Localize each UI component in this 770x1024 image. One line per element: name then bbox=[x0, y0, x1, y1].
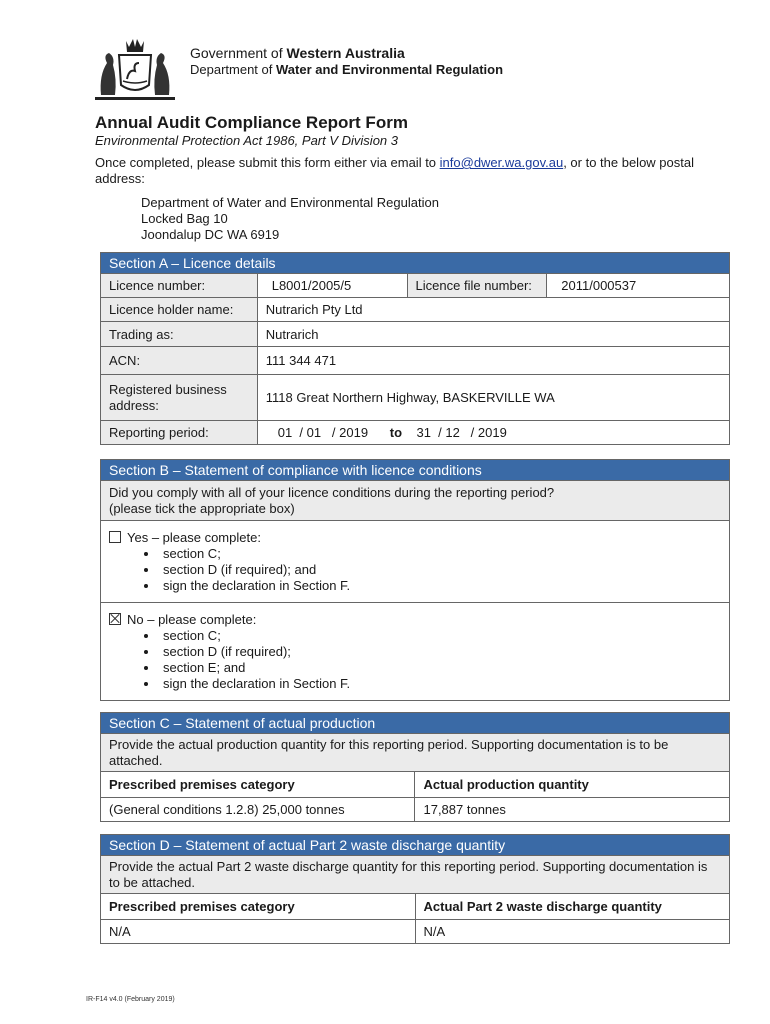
section-b-compliance bbox=[100, 459, 730, 701]
section-d-description: Provide the actual Part 2 waste discharge quantity for this reporting period. Supporting documentation is to be attached. bbox=[101, 856, 730, 894]
form-version-footer: IR-F14 v4.0 (February 2019) bbox=[86, 996, 175, 1003]
compliance-question: Did you comply with all of your licence conditions during the reporting period? (please tick the appropriate box) bbox=[101, 481, 730, 521]
yes-checkbox[interactable] bbox=[109, 531, 121, 543]
form-title: Annual Audit Compliance Report Form bbox=[95, 113, 408, 132]
form-subtitle: Environmental Protection Act 1986, Part V Division 3 bbox=[95, 133, 398, 148]
production-quantity-header: Actual production quantity bbox=[415, 772, 730, 798]
licence-file-number-label: Licence file number: bbox=[407, 274, 547, 298]
licence-holder-field[interactable]: Nutrarich Pty Ltd bbox=[257, 298, 729, 322]
submission-instructions: Once completed, please submit this form either via email to info@dwer.wa.gov.au, or to the below postal address: bbox=[95, 155, 694, 186]
no-option[interactable]: No – please complete: • section C; • section D (if required); • section E; and • sign the declaration in Section F. bbox=[101, 603, 730, 701]
government-name: Government of Western Australia bbox=[190, 45, 405, 61]
email-link[interactable]: info@dwer.wa.gov.au bbox=[439, 155, 564, 170]
acn-field[interactable]: 111 344 471 bbox=[257, 347, 729, 375]
section-d-header: Section D – Statement of actual Part 2 waste discharge quantity bbox=[101, 835, 730, 856]
premises-category-header: Prescribed premises category bbox=[101, 772, 415, 798]
department-name: Department of Water and Environmental Regulation bbox=[190, 62, 504, 77]
licence-holder-label: Licence holder name: bbox=[101, 298, 258, 322]
no-checkbox-checked[interactable] bbox=[109, 613, 121, 625]
section-a-header: Section A – Licence details bbox=[101, 253, 730, 274]
business-address-field[interactable]: 1118 Great Northern Highway, BASKERVILLE WA bbox=[257, 375, 729, 421]
trading-as-label: Trading as: bbox=[101, 322, 258, 347]
section-d-waste-discharge bbox=[100, 834, 730, 944]
reporting-period-field[interactable]: 01 / 01 / 2019 to 31 / 12 / 2019 bbox=[257, 421, 729, 445]
yes-option[interactable]: Yes – please complete: • section C; • section D (if required); and • sign the declaration in Section F. bbox=[101, 521, 730, 603]
licence-number-label: Licence number: bbox=[101, 274, 258, 298]
section-a-licence-details bbox=[100, 252, 730, 445]
licence-number-field[interactable]: L8001/2005/5 bbox=[257, 274, 407, 298]
premises-category-value[interactable]: (General conditions 1.2.8) 25,000 tonnes bbox=[101, 798, 415, 822]
production-quantity-value[interactable]: 17,887 tonnes bbox=[415, 798, 730, 822]
premises-category-header: Prescribed premises category bbox=[101, 894, 416, 920]
waste-discharge-quantity-value[interactable]: N/A bbox=[415, 920, 730, 944]
section-b-header: Section B – Statement of compliance with licence conditions bbox=[101, 460, 730, 481]
section-c-production bbox=[100, 712, 730, 822]
postal-address: Department of Water and Environmental Regulation Locked Bag 10 Joondalup DC WA 6919 bbox=[141, 195, 439, 242]
trading-as-field[interactable]: Nutrarich bbox=[257, 322, 729, 347]
section-c-header: Section C – Statement of actual production bbox=[101, 713, 730, 734]
wa-government-crest-logo bbox=[93, 35, 177, 101]
acn-label: ACN: bbox=[101, 347, 258, 375]
licence-file-number-field[interactable]: 2011/000537 bbox=[547, 274, 730, 298]
waste-discharge-quantity-header: Actual Part 2 waste discharge quantity bbox=[415, 894, 730, 920]
business-address-label: Registered business address: bbox=[101, 375, 258, 421]
section-c-description: Provide the actual production quantity for this reporting period. Supporting documentation is to be attached. bbox=[101, 734, 730, 772]
premises-category-value[interactable]: N/A bbox=[101, 920, 416, 944]
reporting-period-label: Reporting period: bbox=[101, 421, 258, 445]
